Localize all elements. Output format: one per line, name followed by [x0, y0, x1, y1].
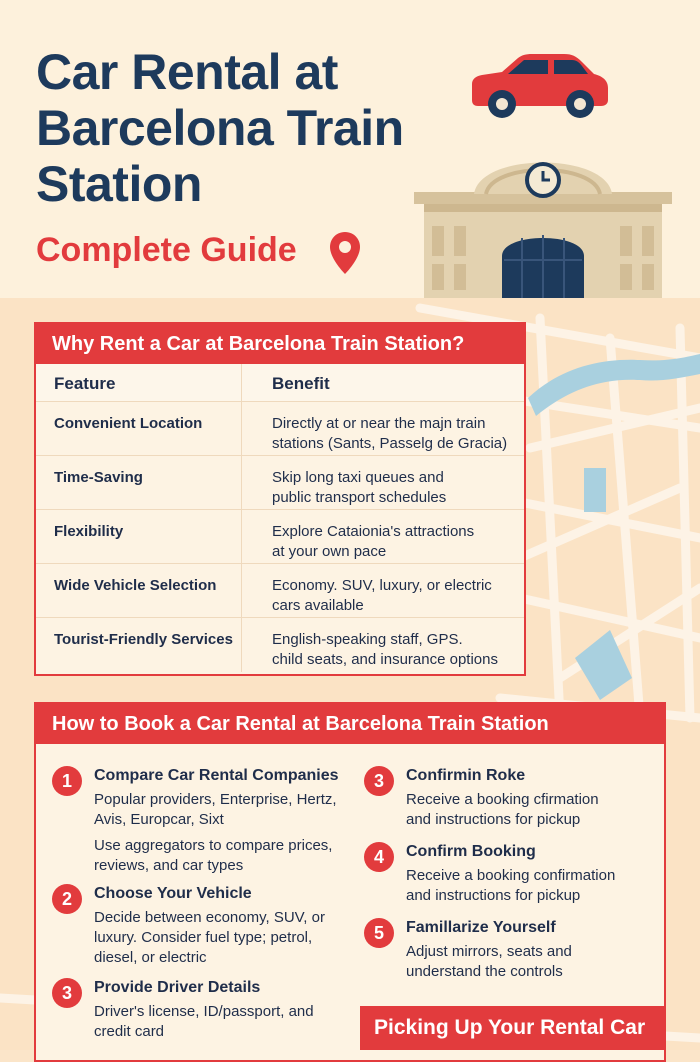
step-number-badge: 4 — [364, 842, 394, 872]
step-line: understand the controls — [406, 963, 563, 980]
benefit-cell — [242, 618, 524, 672]
step-line: Adjust mirrors, seats and — [406, 943, 572, 960]
column-header-feature: Feature — [36, 364, 242, 401]
page-subtitle: Complete Guide — [36, 231, 297, 269]
picking-up-heading: Picking Up Your Rental Car — [360, 1006, 664, 1050]
benefit-line: Directly at or near the majn train — [272, 415, 486, 432]
step-confirmin-roke — [364, 766, 654, 830]
step-line: luxury. Consider fuel type; petrol, — [94, 929, 313, 946]
feature-cell: Convenient Location — [36, 402, 242, 455]
step-line: Receive a booking cfirmation — [406, 791, 599, 808]
benefit-cell — [242, 510, 524, 563]
step-line: Driver's license, ID/passport, and — [94, 1003, 314, 1020]
benefits-table — [36, 364, 524, 672]
step-line: Receive a booking confirmation — [406, 867, 616, 884]
step-number-badge: 5 — [364, 918, 394, 948]
feature-cell: Wide Vehicle Selection — [36, 564, 242, 617]
benefit-cell — [242, 402, 524, 455]
why-rent-heading: Why Rent a Car at Barcelona Train Station? — [36, 324, 524, 364]
step-title: Famillarize Yourself — [406, 919, 556, 936]
step-text — [94, 790, 337, 830]
step-line: and instructions for pickup — [406, 811, 581, 828]
step-title: Compare Car Rental Companies — [94, 767, 339, 784]
benefit-line: Economy. SUV, luxury, or electric — [272, 577, 492, 594]
benefit-cell — [242, 456, 524, 509]
location-pin-icon — [328, 230, 362, 276]
step-text — [94, 836, 332, 876]
page-title: Car Rental at Barcelona Train Station — [36, 44, 404, 212]
feature-cell: Flexibility — [36, 510, 242, 563]
step-compare — [52, 766, 352, 886]
step-number-badge: 3 — [52, 978, 82, 1008]
table-row — [36, 510, 524, 564]
step-line: Avis, Europcar, Sixt — [94, 811, 224, 828]
step-text — [406, 790, 599, 830]
train-station-icon — [410, 140, 676, 298]
step-line: reviews, and car types — [94, 857, 244, 874]
benefit-line: public transport schedules — [272, 489, 447, 506]
why-rent-panel — [34, 322, 526, 676]
step-title: Confirm Booking — [406, 843, 536, 860]
step-confirm-booking — [364, 842, 654, 906]
table-row — [36, 402, 524, 456]
step-text — [94, 908, 325, 968]
benefit-line: cars available — [272, 597, 364, 614]
step-line: Use aggregators to compare prices, — [94, 837, 333, 854]
table-row — [36, 456, 524, 510]
step-title: Confirmin Roke — [406, 767, 526, 784]
step-line: Decide between economy, SUV, or — [94, 909, 325, 926]
step-line: diesel, or electric — [94, 949, 207, 966]
benefit-line: Skip long taxi queues and — [272, 469, 444, 486]
table-header-row — [36, 364, 524, 402]
step-text — [406, 866, 615, 906]
how-to-book-heading: How to Book a Car Rental at Barcelona Train Station — [36, 704, 664, 744]
benefit-line: stations (Sants, Passelg de Gracia) — [272, 435, 508, 452]
car-icon — [468, 52, 610, 122]
step-number-badge: 2 — [52, 884, 82, 914]
step-number-badge: 3 — [364, 766, 394, 796]
benefit-line: child seats, and insurance options — [272, 651, 498, 668]
benefit-line: at your own pace — [272, 543, 387, 560]
benefit-line: English-speaking staff, GPS. — [272, 631, 463, 648]
step-driver-details — [52, 978, 352, 1042]
step-number-badge: 1 — [52, 766, 82, 796]
step-line: credit card — [94, 1023, 165, 1040]
column-header-benefit: Benefit — [272, 374, 330, 393]
step-line: Popular providers, Enterprise, Hertz, — [94, 791, 337, 808]
table-row — [36, 564, 524, 618]
step-choose-vehicle — [52, 884, 352, 974]
feature-cell: Time-Saving — [36, 456, 242, 509]
step-familiarize — [364, 918, 654, 982]
step-text — [406, 942, 572, 982]
benefit-cell — [242, 564, 524, 617]
step-title: Choose Your Vehicle — [94, 885, 252, 902]
table-row — [36, 618, 524, 672]
step-title: Provide Driver Details — [94, 979, 261, 996]
step-line: and instructions for pickup — [406, 887, 581, 904]
step-text — [94, 1002, 314, 1042]
feature-cell: Tourist-Friendly Services — [36, 618, 242, 672]
benefit-line: Explore Cataionia's attractions — [272, 523, 475, 540]
